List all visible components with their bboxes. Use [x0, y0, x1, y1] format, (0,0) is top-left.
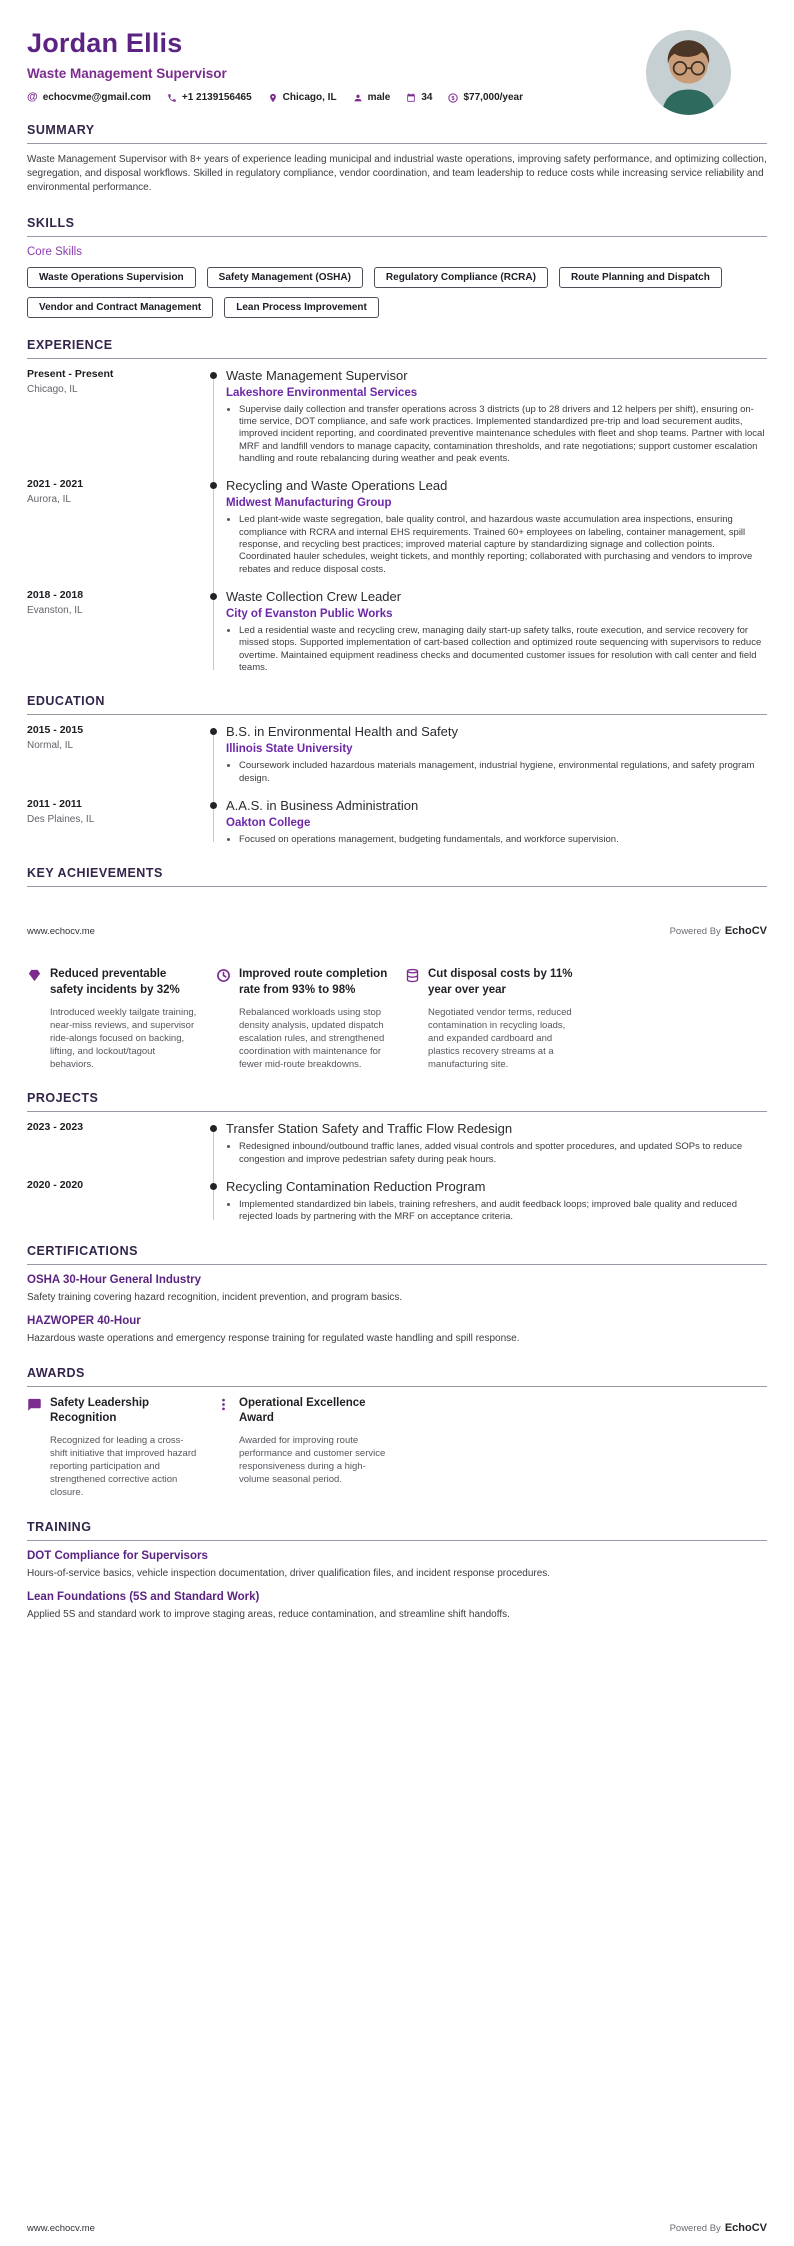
school-name: Oakton College — [226, 817, 311, 830]
experience-entries — [27, 368, 767, 675]
email-icon: @ — [27, 91, 38, 103]
avatar-photo-placeholder — [646, 30, 731, 115]
bullet-item: • Focused on operations management, budgeting fundamentals, and workforce supervision. — [239, 834, 767, 846]
job-title: Waste Collection Crew Leader — [226, 589, 402, 604]
award-description: Recognized for leading a cross-shift initiative that improved hazard reporting participation and strengthened corrective action closure. — [50, 1435, 197, 1499]
skill-chip: Regulatory Compliance (RCRA) — [374, 267, 548, 288]
education-entry — [27, 724, 767, 785]
section-experience — [27, 338, 767, 675]
contact-gender-text: male — [367, 92, 391, 103]
certification-description: Safety training covering hazard recognition, incident prevention, and program basics. — [27, 1291, 403, 1303]
achievement-item — [405, 967, 578, 1071]
training-entry — [27, 1550, 767, 1581]
section-skills — [27, 216, 767, 318]
entry-dates: 2015 - 2015 — [27, 724, 84, 737]
entry-location: Evanston, IL — [27, 605, 83, 616]
skill-chip: Lean Process Improvement — [224, 297, 379, 318]
gem-icon — [27, 968, 42, 983]
achievement-item — [216, 967, 389, 1071]
training-description: Hours-of-service basics, vehicle inspection documentation, driver qualification files, and incident response procedures. — [27, 1567, 551, 1579]
training-heading: TRAINING — [27, 1520, 767, 1541]
entry-location: Aurora, IL — [27, 494, 71, 506]
entry-location: Normal, IL — [27, 740, 74, 752]
degree-title: A.A.S. in Business Administration — [226, 798, 419, 814]
certification-entry — [27, 1315, 767, 1346]
experience-heading: EXPERIENCE — [27, 338, 767, 359]
project-entry — [27, 1179, 767, 1224]
company-name: Midwest Manufacturing Group — [226, 497, 392, 510]
bullet-list — [226, 404, 767, 466]
bullet-item: • Supervise daily collection and transfer operations across 3 districts (up to 28 drivers and 12 helpers per shift), ensuring on-time service, DOT compliance, and safe work practices. Implemented standardized pre-trip and load securement audits, improved incident reporting, and coordinated preventive maintenance schedules with fleet and shop teams. Partner with local MRF and landfill vendors to manage capacity, contamination thresholds, and rate negotiations; support customer escalation handling and route rebalancing during weather and peak events. — [239, 404, 767, 466]
bullet-item: • Coursework included hazardous materials management, industrial hygiene, environmental regulations, and safety program design. — [239, 760, 767, 785]
award-title: Safety Leadership Recognition — [50, 1396, 150, 1424]
bullet-list — [226, 1199, 767, 1224]
contact-email-text: echocvme@gmail.com — [42, 92, 151, 103]
candidate-title: Waste Management Supervisor — [27, 66, 227, 81]
contact-phone — [167, 92, 252, 103]
training-entry — [27, 1591, 767, 1622]
school-name: Illinois State University — [226, 743, 353, 756]
award-description: Awarded for improving route performance and customer service responsiveness during a high-volume seasonal period. — [239, 1435, 386, 1486]
avatar — [646, 30, 731, 115]
contact-age-text: 34 — [421, 92, 433, 103]
certification-title: OSHA 30-Hour General Industry — [27, 1273, 202, 1286]
summary-heading: SUMMARY — [27, 123, 767, 144]
contact-age — [406, 92, 432, 103]
bullet-list — [226, 834, 767, 846]
entry-dates: 2020 - 2020 — [27, 1178, 84, 1191]
company-name: Lakeshore Environmental Services — [226, 386, 418, 399]
bullet-item: • Redesigned inbound/outbound traffic lanes, added visual controls and spotter procedures, and updated SOPs to reduce congestion and improve pedestrian safety during peak hours. — [239, 1141, 767, 1166]
job-title: Waste Management Supervisor — [226, 367, 408, 383]
skill-chip: Vendor and Contract Management — [27, 297, 213, 318]
award-title: Operational Excellence Award — [239, 1396, 366, 1424]
training-description: Applied 5S and standard work to improve staging areas, reduce contamination, and streamline shift handoffs. — [27, 1609, 510, 1621]
certification-description: Hazardous waste operations and emergency response training for regulated waste handling and spill response. — [27, 1333, 520, 1345]
section-summary — [27, 123, 767, 196]
bullet-item: • Led a residential waste and recycling crew, managing daily start-up safety talks, route execution, and service recovery for missed stops. Supported implementation of cart-based collection and optimized route sequencing with supervisors to reduce overtime. Maintained equipment readiness checks and documented customer issues for resolution with call center and field teams. — [239, 625, 767, 674]
location-icon — [268, 93, 278, 103]
skill-chip: Waste Operations Supervision — [27, 267, 196, 288]
entry-location: Des Plaines, IL — [27, 814, 95, 826]
project-title: Recycling Contamination Reduction Program — [226, 1178, 486, 1194]
page-footer — [27, 2222, 767, 2234]
entry-dates: 2018 - 2018 — [27, 589, 84, 601]
contact-gender — [353, 92, 391, 103]
skill-chip: Safety Management (OSHA) — [207, 267, 363, 288]
entry-dates: Present - Present — [27, 367, 114, 380]
certifications-heading: CERTIFICATIONS — [27, 1244, 767, 1265]
awards-heading: AWARDS — [27, 1366, 767, 1387]
calendar-icon — [406, 93, 416, 103]
skills-group-label: Core Skills — [27, 245, 82, 258]
section-training — [27, 1520, 767, 1622]
powered-by — [670, 925, 767, 937]
footer-site-link[interactable]: www.echocv.me — [27, 925, 95, 937]
entry-dates: 2021 - 2021 — [27, 478, 84, 491]
job-title: Recycling and Waste Operations Lead — [226, 478, 448, 494]
certification-title: HAZWOPER 40-Hour — [27, 1315, 141, 1328]
section-key-achievements — [27, 866, 767, 1071]
project-title: Transfer Station Safety and Traffic Flow Redesign — [226, 1121, 513, 1137]
section-education — [27, 694, 767, 846]
education-entry — [27, 798, 767, 846]
achievement-title: Improved route completion rate from 93% to 98% — [239, 968, 388, 996]
bullet-list — [226, 514, 767, 576]
contact-email[interactable] — [27, 92, 151, 103]
award-item — [216, 1396, 389, 1500]
candidate-name: Jordan Ellis — [27, 28, 183, 58]
education-heading: EDUCATION — [27, 694, 767, 715]
achievement-description: Rebalanced workloads using stop density analysis, updated dispatch escalation rules, and strengthened coordination with maintenance for fewer mid-route breakdowns. — [239, 1006, 385, 1071]
training-title: DOT Compliance for Supervisors — [27, 1549, 208, 1562]
achievement-description: Negotiated vendor terms, reduced contamination in recycling loads, and expanded cardboard and plastics recovery streams at a manufacturing site. — [428, 1006, 572, 1071]
achievement-title: Reduced preventable safety incidents by 32% — [50, 968, 180, 996]
section-awards — [27, 1366, 767, 1500]
key-achievements-heading: KEY ACHIEVEMENTS — [27, 866, 767, 887]
powered-by-prefix: Powered By — [669, 926, 721, 938]
contact-phone-text: +1 2139156465 — [181, 92, 252, 103]
achievement-description: Introduced weekly tailgate training, near-miss reviews, and supervisor ride-alongs focused on backing, lifting, and lockout/tagout behaviors. — [50, 1006, 197, 1071]
degree-title: B.S. in Environmental Health and Safety — [226, 724, 458, 740]
experience-entry — [27, 478, 767, 576]
powered-by-prefix: Powered By — [669, 2223, 721, 2234]
experience-entry — [27, 589, 767, 674]
salary-icon — [448, 93, 458, 103]
bullet-list — [226, 1141, 767, 1166]
company-name: City of Evanston Public Works — [226, 608, 393, 620]
achievement-title: Cut disposal costs by 11% year over year — [428, 968, 573, 996]
award-item — [27, 1396, 200, 1500]
footer-site-link[interactable]: www.echocv.me — [27, 2222, 95, 2234]
timeline-dot — [210, 802, 217, 809]
awards-grid — [27, 1396, 767, 1500]
clock-icon — [216, 968, 231, 983]
skills-list — [27, 267, 767, 318]
phone-icon — [167, 93, 177, 103]
bullet-item: • Implemented standardized bin labels, training refreshers, and audit feedback loops; improved bale quality and reduced rejected loads by partnering with the MRF on acceptance criteria. — [239, 1199, 767, 1224]
training-title: Lean Foundations (5S and Standard Work) — [27, 1591, 260, 1604]
bullet-item: • Led plant-wide waste segregation, bale quality control, and hazardous waste accumulation area inspections, ensuring compliance with RCRA and internal EHS requirements. Trained 60+ employees on labeling, container management, spill response, and recycling best practices; improved material capture by standardizing signage and collection points. Coordinated hauler schedules, weight tickets, and monthly reporting; collaborated with purchasing and vendors to improve rebates and reduce disposal costs. — [239, 514, 767, 576]
entry-dates: 2011 - 2011 — [27, 798, 82, 811]
section-projects — [27, 1091, 767, 1223]
skill-chip: Route Planning and Dispatch — [559, 267, 722, 288]
entry-dates: 2023 - 2023 — [27, 1121, 84, 1134]
timeline-dot — [210, 372, 217, 379]
contact-salary — [448, 92, 523, 103]
timeline-dot — [210, 1183, 217, 1190]
header — [27, 28, 767, 103]
contact-salary-text: $77,000/year — [463, 92, 523, 103]
timeline-dot — [210, 593, 217, 600]
certification-entry — [27, 1274, 767, 1305]
bullet-list — [226, 625, 767, 674]
bullet-list — [226, 760, 767, 785]
powered-by — [670, 2222, 767, 2234]
contact-location — [268, 92, 337, 103]
coins-icon — [405, 968, 420, 983]
svg-text:$: $ — [451, 95, 455, 102]
projects-heading: PROJECTS — [27, 1091, 767, 1112]
brand-name: EchoCV — [724, 2222, 767, 2234]
contact-location-text: Chicago, IL — [282, 92, 337, 103]
projects-entries — [27, 1121, 767, 1223]
section-certifications — [27, 1244, 767, 1346]
page-footer — [27, 925, 767, 937]
experience-entry — [27, 368, 767, 466]
achievement-item — [27, 967, 200, 1071]
entry-location: Chicago, IL — [27, 383, 78, 395]
achievements-grid — [27, 967, 767, 1071]
speech-bubble-icon — [27, 1397, 42, 1412]
vertical-dots-icon — [216, 1397, 231, 1412]
summary-text: Waste Management Supervisor with 8+ years of experience leading municipal and industrial waste operations, improving safety performance, and optimizing collection, segregation, and disposal workflows. Skilled in regulatory compliance, vendor coordination, and team leadership to reduce costs while increasing service reliability and environmental performance. — [27, 154, 767, 194]
education-entries — [27, 724, 767, 846]
project-entry — [27, 1121, 767, 1166]
skills-heading: SKILLS — [27, 216, 767, 237]
brand-name: EchoCV — [724, 925, 767, 938]
person-icon — [353, 93, 363, 103]
